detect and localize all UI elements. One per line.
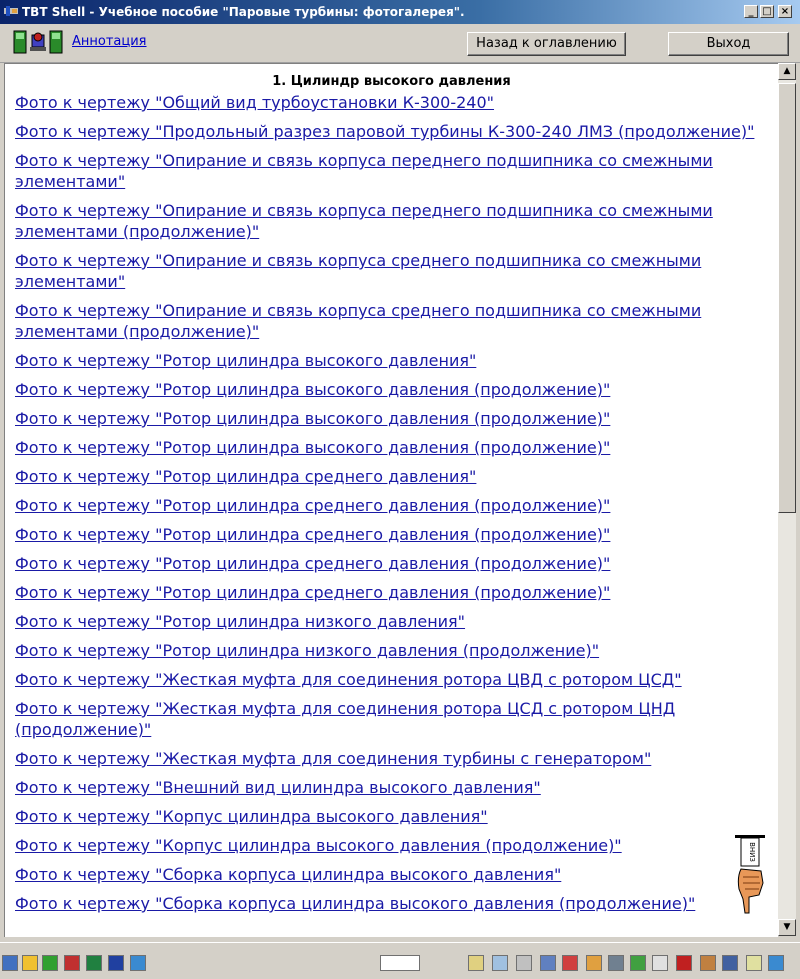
window-title: TBT Shell - Учебное пособие "Паровые турбины: фотогалерея". [22, 5, 465, 19]
excel-icon[interactable] [86, 955, 102, 971]
photo-link[interactable]: Фото к чертежу "Корпус цилиндра высокого давления" [15, 807, 488, 826]
maximize-button[interactable]: □ [760, 5, 774, 18]
tray-icon[interactable] [562, 955, 578, 971]
tray-icon[interactable] [540, 955, 556, 971]
app-icon [4, 5, 18, 17]
tray-icon[interactable] [746, 955, 762, 971]
photo-link[interactable]: Фото к чертежу "Ротор цилиндра высокого давления (продолжение)" [15, 380, 611, 399]
section-heading: 1. Цилиндр высокого давления [272, 74, 511, 89]
scroll-up-button[interactable]: ▲ [778, 63, 796, 80]
tray-icon[interactable] [768, 955, 784, 971]
photo-link[interactable]: Фото к чертежу "Корпус цилиндра высокого давления (продолжение)" [15, 836, 622, 855]
tray-icon[interactable] [630, 955, 646, 971]
photo-link[interactable]: Фото к чертежу "Опирание и связь корпуса среднего подшипника со смежными элементами (продолжение)" [15, 301, 702, 341]
book-icon[interactable] [380, 955, 420, 971]
tray-icon[interactable] [722, 955, 738, 971]
photo-link[interactable]: Фото к чертежу "Ротор цилиндра высокого давления (продолжение)" [15, 438, 611, 457]
scroll-down-button[interactable]: ▼ [778, 919, 796, 936]
minimize-button[interactable]: _ [744, 5, 758, 18]
close-button[interactable]: × [778, 5, 792, 18]
toolbar [0, 24, 800, 63]
tray-icon[interactable] [516, 955, 532, 971]
back-to-toc-button[interactable]: Назад к оглавлению [467, 32, 626, 56]
window-titlebar[interactable] [0, 0, 800, 24]
tray-icon[interactable] [700, 955, 716, 971]
photo-link[interactable]: Фото к чертежу "Продольный разрез паровой турбины К-300-240 ЛМЗ (продолжение)" [15, 122, 755, 141]
photo-link[interactable]: Фото к чертежу "Опирание и связь корпуса переднего подшипника со смежными элементами (продолжение)" [15, 201, 713, 241]
photo-link[interactable]: Фото к чертежу "Ротор цилиндра высокого давления" [15, 351, 477, 370]
photo-link[interactable]: Фото к чертежу "Ротор цилиндра высокого давления (продолжение)" [15, 409, 611, 428]
photo-link[interactable]: Фото к чертежу "Ротор цилиндра среднего давления (продолжение)" [15, 525, 611, 544]
photo-link[interactable]: Фото к чертежу "Ротор цилиндра среднего давления" [15, 467, 477, 486]
photo-link[interactable]: Фото к чертежу "Опирание и связь корпуса среднего подшипника со смежными элементами" [15, 251, 702, 291]
taskbar [0, 942, 800, 979]
tray-icon[interactable] [468, 955, 484, 971]
vertical-scrollbar[interactable] [778, 63, 796, 936]
scroll-thumb[interactable] [778, 83, 796, 513]
browser-icon[interactable] [130, 955, 146, 971]
photo-link[interactable]: Фото к чертежу "Опирание и связь корпуса переднего подшипника со смежными элементами" [15, 151, 713, 191]
quicklaunch-icon[interactable] [2, 955, 18, 971]
quicklaunch-icon[interactable] [64, 955, 80, 971]
photo-link[interactable]: Фото к чертежу "Общий вид турбоустановки К-300-240" [15, 93, 495, 112]
annotation-link[interactable]: Аннотация [72, 34, 147, 49]
pointing-hand-icon[interactable] [733, 833, 767, 917]
hand-label: ВНИЗ [748, 842, 756, 862]
photo-link[interactable]: Фото к чертежу "Сборка корпуса цилиндра высокого давления (продолжение)" [15, 894, 696, 913]
photo-link[interactable]: Фото к чертежу "Ротор цилиндра низкого давления" [15, 612, 466, 631]
photo-link[interactable]: Фото к чертежу "Жесткая муфта для соединения ротора ЦСД с ротором ЦНД (продолжение)" [15, 699, 676, 739]
exit-button[interactable]: Выход [668, 32, 789, 56]
word-icon[interactable] [108, 955, 124, 971]
tray-icon[interactable] [492, 955, 508, 971]
photo-link[interactable]: Фото к чертежу "Ротор цилиндра среднего давления (продолжение)" [15, 496, 611, 515]
photo-link[interactable]: Фото к чертежу "Жесткая муфта для соединения ротора ЦВД с ротором ЦСД" [15, 670, 682, 689]
photo-link[interactable]: Фото к чертежу "Ротор цилиндра среднего давления (продолжение)" [15, 554, 611, 573]
photo-link[interactable]: Фото к чертежу "Ротор цилиндра среднего давления (продолжение)" [15, 583, 611, 602]
tray-icon[interactable] [608, 955, 624, 971]
photo-link[interactable]: Фото к чертежу "Жесткая муфта для соединения турбины с генератором" [15, 749, 652, 768]
quicklaunch-icon[interactable] [42, 955, 58, 971]
tray-icon[interactable] [676, 955, 692, 971]
photo-link[interactable]: Фото к чертежу "Внешний вид цилиндра высокого давления" [15, 778, 541, 797]
photo-link[interactable]: Фото к чертежу "Сборка корпуса цилиндра высокого давления" [15, 865, 562, 884]
photo-link[interactable]: Фото к чертежу "Ротор цилиндра низкого давления (продолжение)" [15, 641, 600, 660]
link-list [5, 92, 778, 914]
tray-icon[interactable] [652, 955, 668, 971]
tray-icon[interactable] [586, 955, 602, 971]
tbt-logo-icon[interactable] [12, 29, 64, 55]
quicklaunch-icon[interactable] [22, 955, 38, 971]
content-pane [4, 63, 778, 937]
